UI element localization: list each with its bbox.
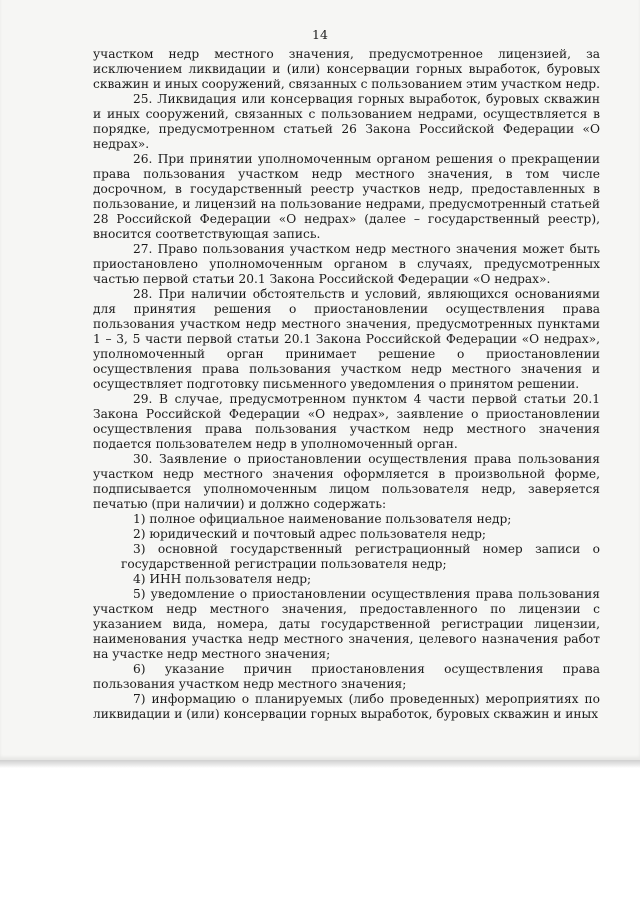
scan-edge	[0, 760, 640, 768]
paragraph-27: 27. Право пользования участком недр местного значения может быть приостановлено уполномоченным органом в случаях, предусмотренных частью первой статьи 20.1 Закона Российской Федерации «О недрах».	[93, 242, 600, 286]
list-item-6: 6) указание причин приостановления осуществления права пользования участком недр местного значения;	[93, 662, 600, 691]
list-item-5: 5) уведомление о приостановлении осуществления права пользования участком недр местного значения, предоставленного по лицензии с указанием вида, номера, даты государственной регистрации лицензии, наименования участка недр местного значения, целевого назначения работ на участке недр местного значения;	[93, 587, 600, 661]
paragraph-continuation: участком недр местного значения, предусмотренное лицензией, за исключением ликвидации и (или) консервации горных выработок, буровых скважин и иных сооружений, связанных с пользованием этим участком недр.	[93, 47, 600, 91]
paragraph-29: 29. В случае, предусмотренном пунктом 4 части первой статьи 20.1 Закона Российской Федерации «О недрах», заявление о приостановлении осуществления права пользования участком недр местного значения подается пользователем недр в уполномоченный орган.	[93, 392, 600, 451]
paragraph-30: 30. Заявление о приостановлении осуществления права пользования участком недр местного значения оформляется в произвольной форме, подписывается уполномоченным лицом пользователя недр, заверяется печатью (при наличии) и должно содержать:	[93, 452, 600, 511]
list-item-7: 7) информацию о планируемых (либо проведенных) мероприятиях по ликвидации и (или) консервации горных выработок, буровых скважин и иных	[93, 692, 600, 721]
paragraph-28: 28. При наличии обстоятельств и условий, являющихся основаниями для принятия решения о приостановлении осуществления права пользования участком недр местного значения, предусмотренных пунктами 1 – 3, 5 части первой статьи 20.1 Закона Российской Федерации «О недрах», уполномоченный орган принимает решение о приостановлении осуществления права пользования участком недр местного значения и осуществляет подготовку письменного уведомления о принятом решении.	[93, 287, 600, 391]
list-item-2: 2) юридический и почтовый адрес пользователя недр;	[133, 527, 486, 541]
list-item-4: 4) ИНН пользователя недр;	[133, 572, 312, 586]
document-body	[93, 47, 600, 722]
page-number: 14	[312, 27, 328, 42]
paragraph-26: 26. При принятии уполномоченным органом решения о прекращении права пользования участком недр местного значения, в том числе досрочном, в государственный реестр участков недр, предоставленных в пользование, и лицензий на пользование недрами, предусмотренный статьей 28 Российской Федерации «О недрах» (далее – государственный реестр), вносится соответствующая запись.	[93, 152, 600, 241]
list-item-3: 3) основной государственный регистрационный номер записи о государственной регистрации пользователя недр;	[121, 542, 600, 571]
list-item-1: 1) полное официальное наименование пользователя недр;	[133, 512, 512, 526]
paragraph-25: 25. Ликвидация или консервация горных выработок, буровых скважин и иных сооружений, связанных с пользованием недрами, осуществляется в порядке, предусмотренном статьей 26 Закона Российской Федерации «О недрах».	[93, 92, 600, 151]
